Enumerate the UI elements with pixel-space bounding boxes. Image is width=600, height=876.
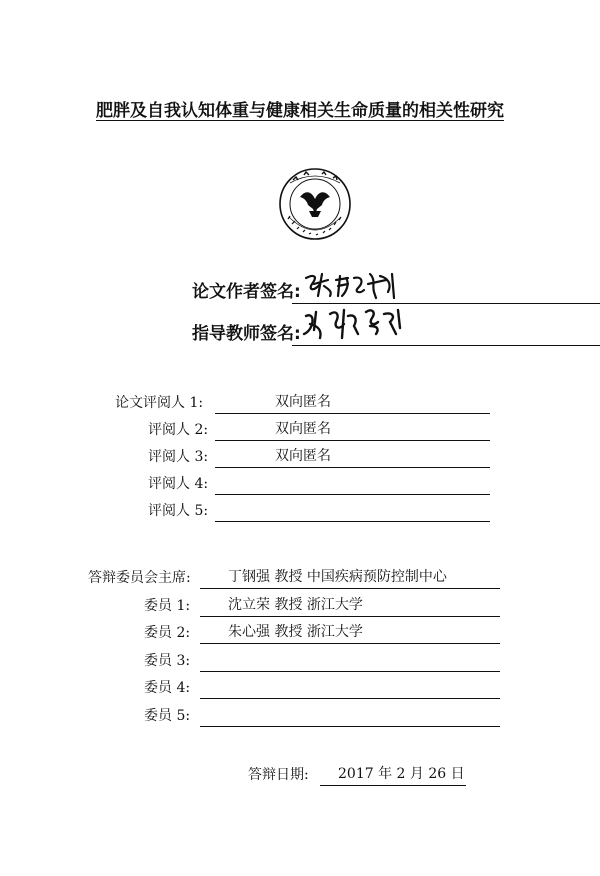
thesis-title (0, 96, 600, 121)
reviewer-value: 双向匿名 (275, 394, 331, 410)
reviewer-label: 论文评阅人 1: (115, 395, 204, 411)
committee-value: 朱心强 教授 浙江大学 (228, 624, 363, 640)
advisor-signature-label: 指导教师签名: (192, 324, 301, 344)
committee-line (200, 706, 500, 727)
committee-row (88, 567, 500, 589)
reviewer-row (100, 473, 490, 495)
committee-label: 委员 1: (144, 598, 191, 614)
reviewer-label: 评阅人 4: (148, 476, 209, 492)
reviewer-label: 评阅人 5: (148, 503, 209, 519)
committee-label: 答辩委员会主席: (88, 570, 191, 586)
committee-label: 委员 2: (144, 625, 191, 641)
committee-row (88, 705, 500, 727)
committee-label: 委员 3: (144, 653, 191, 669)
committee-row (88, 595, 500, 617)
committee-line (200, 678, 500, 699)
committee-row (88, 677, 500, 699)
committee-row (88, 622, 500, 644)
defense-date-row (248, 764, 478, 786)
defense-date-value: 2017 年 2 月 26 日 (338, 766, 465, 782)
committee-row (88, 650, 500, 672)
committee-line (200, 651, 500, 672)
reviewer-line (215, 393, 490, 414)
defense-date-label: 答辩日期: (248, 767, 309, 783)
reviewer-line (215, 420, 490, 441)
thesis-title-text: 肥胖及自我认知体重与健康相关生命质量的相关性研究 (96, 101, 504, 121)
reviewer-row (100, 500, 490, 522)
author-signature-row (192, 276, 600, 304)
defense-date-line (320, 785, 466, 786)
reviewer-label: 评阅人 3: (148, 449, 209, 465)
reviewer-line (215, 501, 490, 522)
advisor-signature-line (292, 345, 600, 346)
reviewer-label: 评阅人 2: (148, 422, 209, 438)
reviewer-row (100, 446, 490, 468)
university-seal-icon (278, 167, 352, 241)
author-signature-label: 论文作者签名: (192, 282, 301, 302)
reviewer-value: 双向匿名 (275, 421, 331, 437)
reviewer-row (100, 419, 490, 441)
advisor-signature-row (192, 318, 600, 346)
committee-label: 委员 4: (144, 680, 191, 696)
reviewer-value: 双向匿名 (275, 448, 331, 464)
reviewer-line (215, 474, 490, 495)
committee-label: 委员 5: (144, 708, 191, 724)
author-signature-image (302, 270, 402, 300)
advisor-signature-image (300, 304, 410, 344)
reviewer-line (215, 447, 490, 468)
committee-value: 丁钢强 教授 中国疾病预防控制中心 (228, 569, 447, 585)
committee-value: 沈立荣 教授 浙江大学 (228, 597, 363, 613)
reviewer-row (100, 392, 490, 414)
